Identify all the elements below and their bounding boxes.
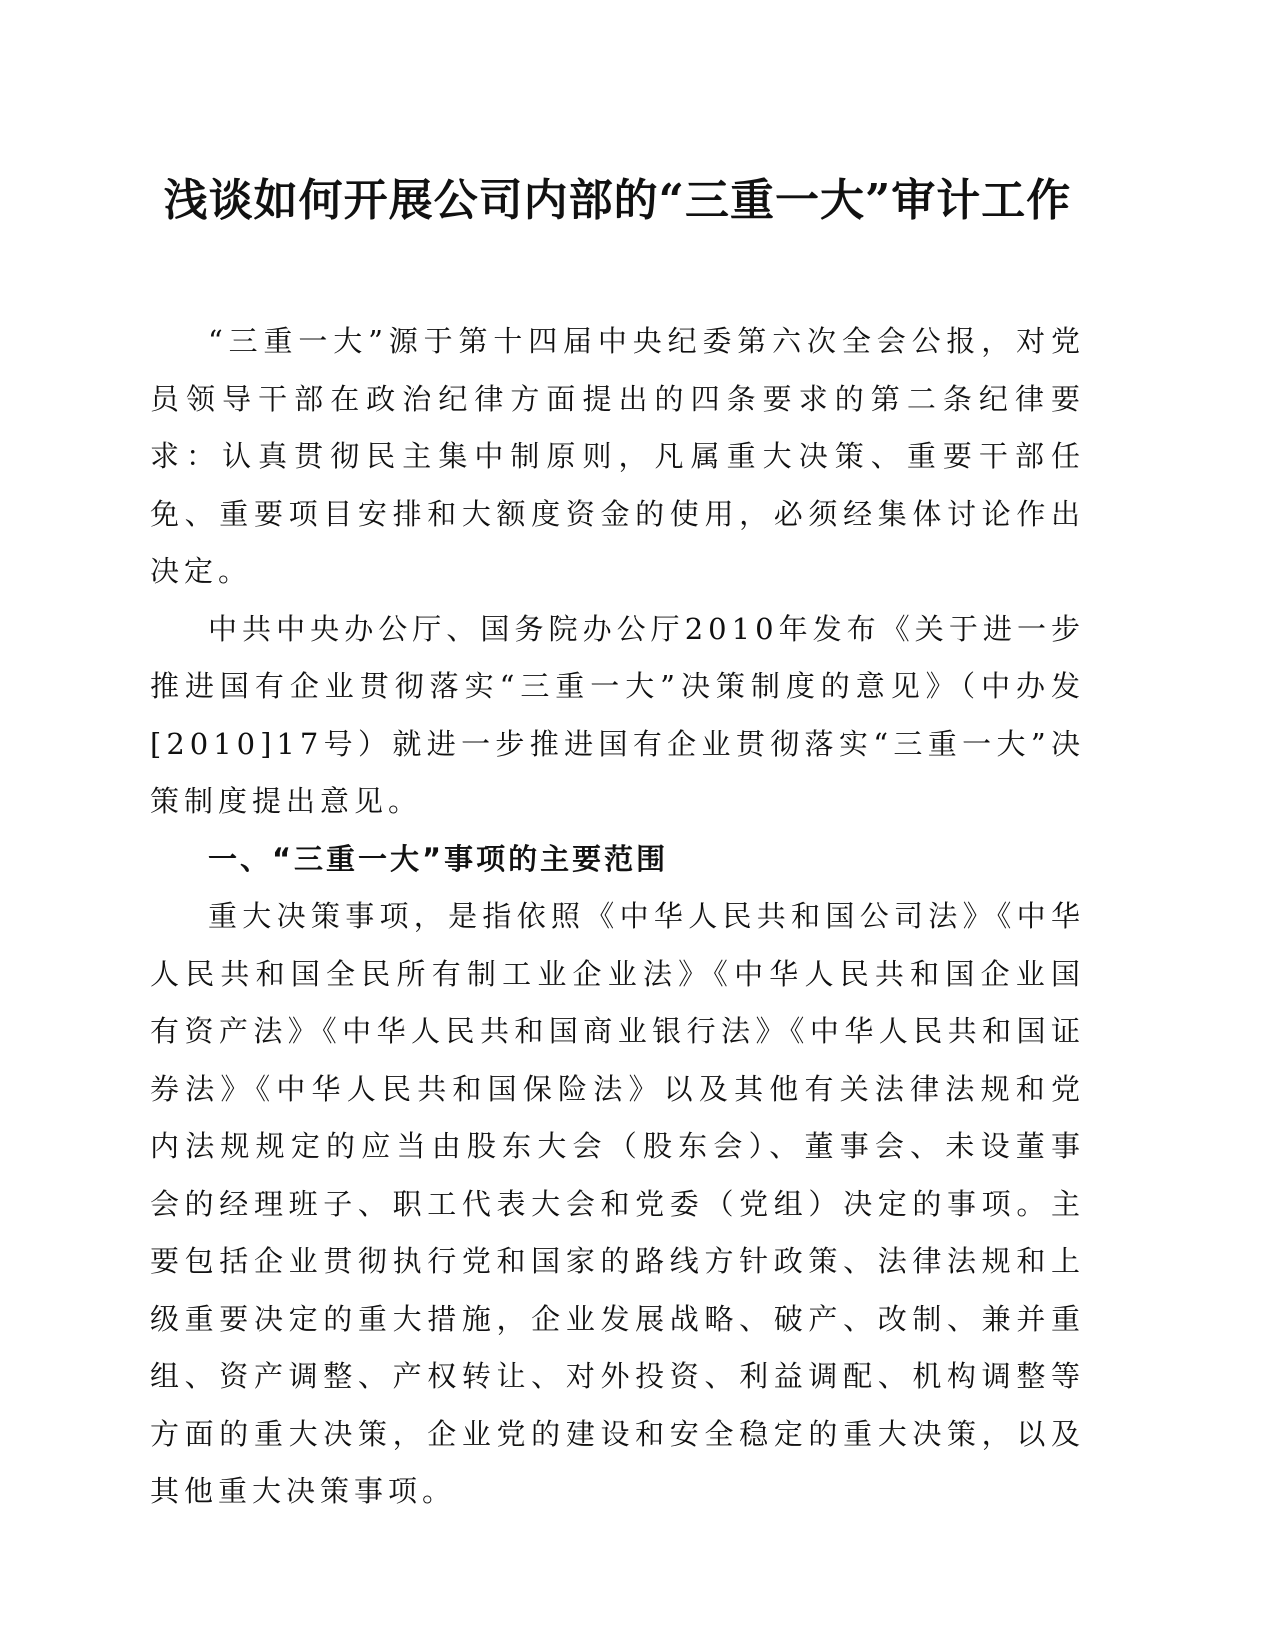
intro-paragraph-1: “三重一大”源于第十四届中央纪委第六次全会公报，对党员领导干部在政治纪律方面提出的四条要求的第二条纪律要求：认真贯彻民主集中制原则，凡属重大决策、重要干部任免、重要项目安排和大额度资金的使用，必须经集体讨论作出决定。 (150, 324, 1085, 588)
intro-paragraph-2: 中共中央办公厅、国务院办公厅2010年发布《关于进一步推进国有企业贯彻落实“三重一大”决策制度的意见》（中办发[2010]17号）就进一步推进国有企业贯彻落实“三重一大”决策制度提出意见。 (150, 611, 1085, 818)
document-body (150, 313, 1085, 1521)
section-paragraph: 重大决策事项，是指依照《中华人民共和国公司法》《中华人民共和国全民所有制工业企业法》《中华人民共和国企业国有资产法》《中华人民共和国商业银行法》《中华人民共和国证券法》《中华人民共和国保险法》以及其他有关法律法规和党内法规规定的应当由股东大会（股东会）、董事会、未设董事会的经理班子、职工代表大会和党委（党组）决定的事项。主要包括企业贯彻执行党和国家的路线方针政策、法律法规和上级重要决定的重大措施，企业发展战略、破产、改制、兼并重组、资产调整、产权转让、对外投资、利益调配、机构调整等方面的重大决策，企业党的建设和安全稳定的重大决策，以及其他重大决策事项。 (150, 899, 1085, 1508)
document-title: 浅谈如何开展公司内部的“三重一大”审计工作 (163, 175, 1072, 226)
section-heading: 一、“三重一大”事项的主要范围 (208, 841, 669, 876)
